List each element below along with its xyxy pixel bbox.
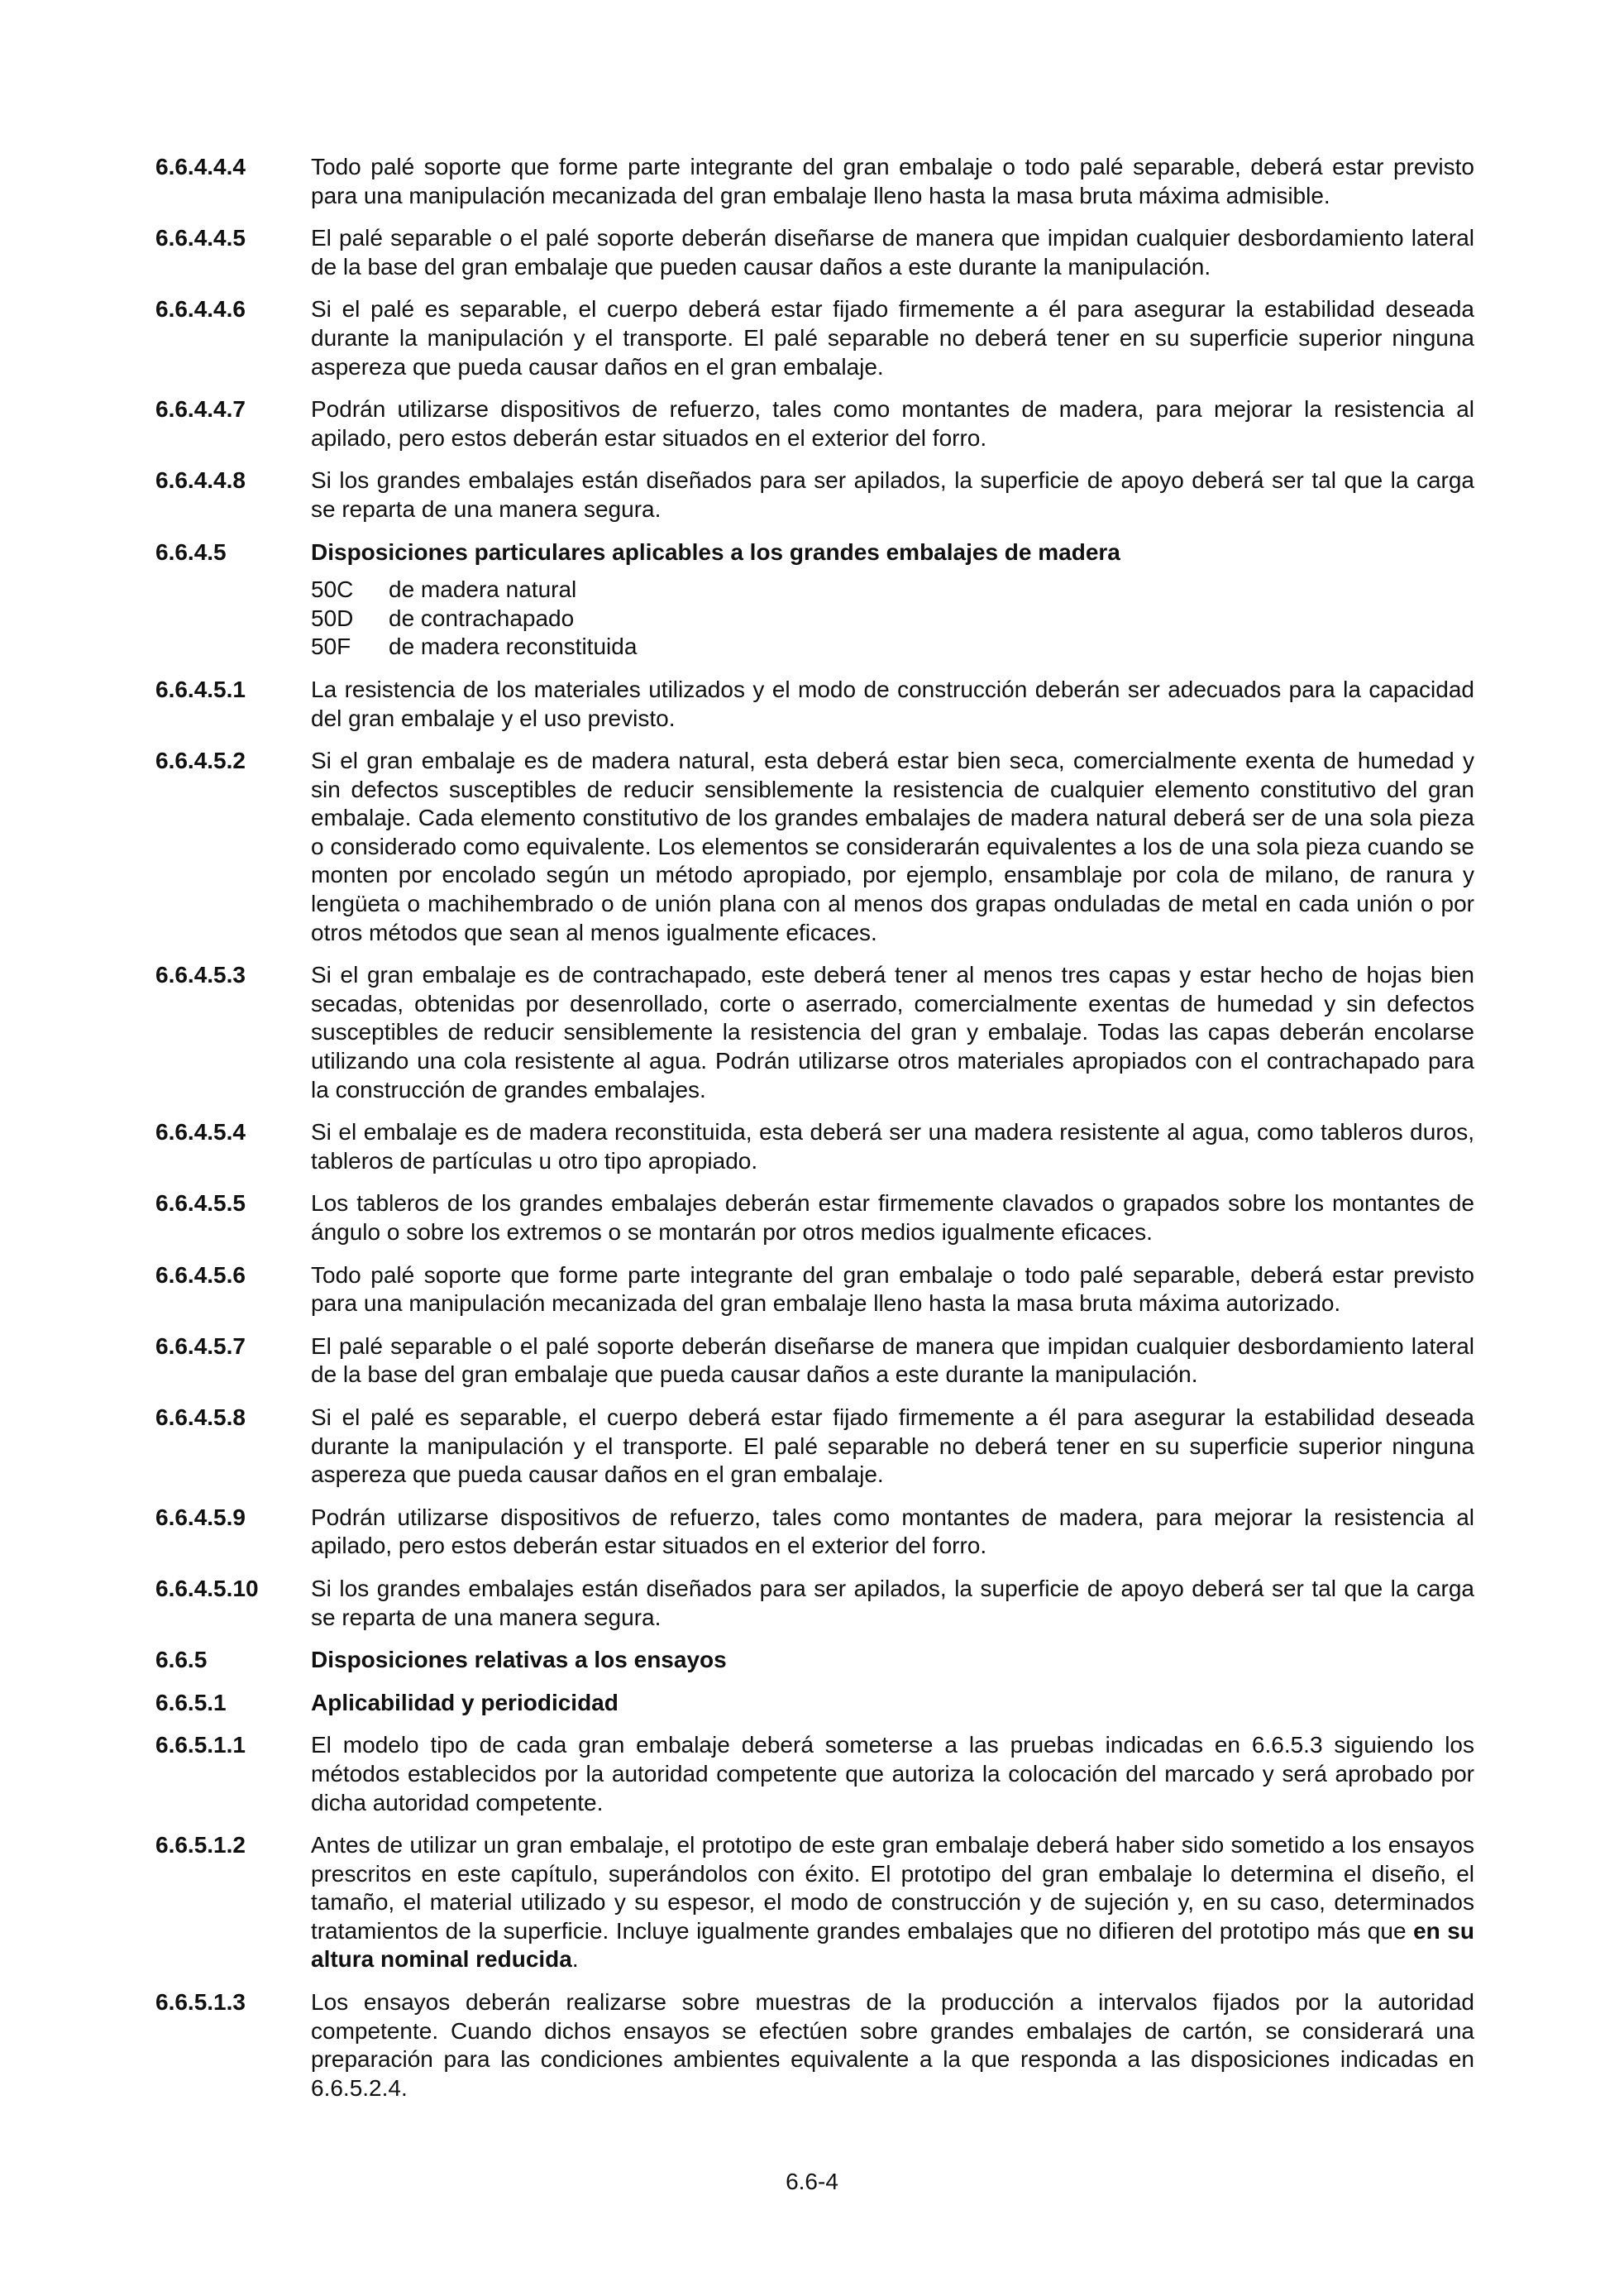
code-list-item: [311, 576, 1474, 605]
paragraph-6.6.5.1.1: [155, 1731, 1474, 1817]
code-description: de madera natural: [389, 576, 577, 603]
paragraph-number: 6.6.5.1.2: [155, 1832, 246, 1858]
paragraph-number: 6.6.4.4.8: [155, 467, 246, 494]
paragraph-text: Podrán utilizarse dispositivos de refuerzo, tales como montantes de madera, para mejorar la resistencia al apilado, pero estos deberán estar situados en el exterior del forro.: [311, 1504, 1474, 1559]
code-label: 50C: [311, 576, 354, 603]
paragraph-number: 6.6.4.4.7: [155, 396, 246, 423]
paragraph-number: 6.6.4.5.5: [155, 1190, 246, 1217]
paragraph-6.6.5.1.3: [155, 1988, 1474, 2102]
paragraph-text: El modelo tipo de cada gran embalaje deberá someterse a las pruebas indicadas en 6.6.5.3 siguiendo los métodos establecidos por la autoridad competente que autoriza la colocación del marcado y será aprobado por dicha autoridad competente.: [311, 1732, 1474, 1815]
paragraph-number: 6.6.4.5.3: [155, 962, 246, 988]
section-heading-6.6.5: [155, 1646, 1474, 1675]
paragraph-number: 6.6.5.1.1: [155, 1732, 246, 1758]
paragraph-6.6.4.5.7: [155, 1332, 1474, 1390]
paragraph-6.6.4.4.8: [155, 466, 1474, 524]
paragraph-text: Podrán utilizarse dispositivos de refuerzo, tales como montantes de madera, para mejorar la resistencia al apilado, pero estos deberán estar situados en el exterior del forro.: [311, 396, 1474, 451]
paragraph-number: 6.6.4.5.1: [155, 676, 246, 702]
paragraph-6.6.4.5.4: [155, 1118, 1474, 1175]
code-list-item: [311, 633, 1474, 662]
section-title: Disposiciones relativas a los ensayos: [311, 1647, 727, 1673]
paragraph-text-start: Antes de utilizar un gran embalaje, el prototipo de este gran embalaje deberá haber sido sometido a los ensayos prescritos en este capítulo, superándolos con éxito. El prototipo del gran embalaje lo determina el diseño, el tamaño, el material utilizado y su espesor, el modo de construcción y de sujeción y, en su caso, determinados tratamientos de la superficie. Incluye igualmente grandes embalajes que no difieren del prototipo más que: [311, 1832, 1474, 1944]
paragraph-number: 6.6.4.5.9: [155, 1504, 246, 1530]
page-number: 6.6-4: [786, 2169, 838, 2194]
paragraph-number: 6.6.4.5.4: [155, 1119, 246, 1146]
paragraph-text: Si los grandes embalajes están diseñados para ser apilados, la superficie de apoyo deberá ser tal que la carga se reparta de una manera segura.: [311, 1575, 1474, 1630]
paragraph-6.6.4.5.8: [155, 1404, 1474, 1490]
section-number: 6.6.5: [155, 1647, 208, 1673]
paragraph-number: 6.6.4.4.5: [155, 225, 246, 251]
paragraph-text: Si los grandes embalajes están diseñados para ser apilados, la superficie de apoyo deberá ser tal que la carga se reparta de una manera segura.: [311, 467, 1474, 522]
paragraph-6.6.4.5.3: [155, 961, 1474, 1104]
paragraph-number: 6.6.4.5.2: [155, 748, 246, 774]
section-heading-6.6.5.1: [155, 1689, 1474, 1718]
paragraph-text: Si el gran embalaje es de contrachapado, este deberá tener al menos tres capas y estar hecho de hojas bien secadas, obtenidas por desenrollado, corte o aserrado, comercialmente exentas de humedad y sin defectos susceptibles de reducir sensiblemente la resistencia del gran y embalaje. Todas las capas deberán encolarse utilizando una cola resistente al agua. Podrán utilizarse otros materiales apropiados con el contrachapado para la construcción de grandes embalajes.: [311, 962, 1474, 1103]
paragraph-text: Los ensayos deberán realizarse sobre muestras de la producción a intervalos fijados por la autoridad competente. Cuando dichos ensayos se efectúen sobre grandes embalajes de cartón, se considerará una preparación para las condiciones ambientes equivalente a la que responda a las disposiciones indicadas en 6.6.5.2.4.: [311, 1989, 1474, 2101]
code-description: de madera reconstituida: [389, 634, 638, 660]
paragraph-text: El palé separable o el palé soporte deberán diseñarse de manera que impidan cualquier desbordamiento lateral de la base del gran embalaje que pueden causar daños a este durante la manipulación.: [311, 225, 1474, 280]
paragraph-text: El palé separable o el palé soporte deberán diseñarse de manera que impidan cualquier desbordamiento lateral de la base del gran embalaje que pueda causar daños a este durante la manipulación.: [311, 1332, 1474, 1388]
paragraph-text: [311, 1831, 1474, 1974]
section-title: Disposiciones particulares aplicables a los grandes embalajes de madera: [311, 538, 1120, 565]
paragraph-6.6.5.1.2: [155, 1831, 1474, 1974]
paragraph-6.6.4.4.7: [155, 395, 1474, 452]
paragraph-text-end: .: [571, 1946, 579, 1973]
paragraph-text: Si el gran embalaje es de madera natural, esta deberá estar bien seca, comercialmente exenta de humedad y sin defectos susceptibles de reducir sensiblemente la resistencia de cualquier elemento constitutivo del gran embalaje. Cada elemento constitutivo de los grandes embalajes de madera natural deberá ser de una sola pieza o considerado como equivalente. Los elementos se considerarán equivalentes a los de una sola pieza cuando se monten por encolado según un método apropiado, por ejemplo, ensamblaje por cola de milano, de ranura y lengüeta o machihembrado o de unión plana con al menos dos grapas onduladas de metal en cada unión o por otros métodos que sean al menos igualmente eficaces.: [311, 748, 1474, 945]
packaging-code-list: [311, 576, 1474, 662]
code-label: 50D: [311, 605, 354, 631]
code-list-item: [311, 605, 1474, 634]
paragraph-number: 6.6.4.5.7: [155, 1332, 246, 1359]
paragraph-number: 6.6.4.4.6: [155, 296, 246, 323]
paragraph-text: La resistencia de los materiales utilizados y el modo de construcción deberán ser adecuados para la capacidad del gran embalaje y el uso previsto.: [311, 676, 1474, 731]
paragraph-6.6.4.4.5: [155, 224, 1474, 281]
paragraph-6.6.4.5.1: [155, 676, 1474, 733]
paragraph-text: Los tableros de los grandes embalajes deberán estar firmemente clavados o grapados sobre los montantes de ángulo o sobre los extremos o se montarán por otros medios igualmente eficaces.: [311, 1190, 1474, 1245]
bold-emphasis: en su altura nominal reducida: [311, 1917, 1474, 1973]
paragraph-number: 6.6.4.5.8: [155, 1404, 246, 1430]
section-number: 6.6.5.1: [155, 1689, 227, 1715]
code-label: 50F: [311, 634, 351, 660]
paragraph-6.6.4.5.6: [155, 1261, 1474, 1318]
paragraph-number: 6.6.4.5.10: [155, 1575, 259, 1601]
paragraph-number: 6.6.5.1.3: [155, 1989, 246, 2016]
section-heading-6.6.4.5: [155, 538, 1474, 567]
paragraph-6.6.4.5.10: [155, 1575, 1474, 1632]
paragraph-text: Todo palé soporte que forme parte integrante del gran embalaje o todo palé separable, deberá estar previsto para una manipulación mecanizada del gran embalaje lleno hasta la masa bruta máxima admisible.: [311, 154, 1474, 208]
paragraph-text: Todo palé soporte que forme parte integrante del gran embalaje o todo palé separable, deberá estar previsto para una manipulación mecanizada del gran embalaje lleno hasta la masa bruta máxima autorizado.: [311, 1261, 1474, 1317]
section-title: Aplicabilidad y periodicidad: [311, 1689, 619, 1715]
paragraph-number: 6.6.4.4.4: [155, 154, 246, 179]
document-body: [155, 153, 1474, 2117]
paragraph-6.6.4.5.9: [155, 1504, 1474, 1561]
paragraph-text: Si el embalaje es de madera reconstituida, esta deberá ser una madera resistente al agua, como tableros duros, tableros de partículas u otro tipo apropiado.: [311, 1119, 1474, 1174]
code-description: de contrachapado: [389, 605, 575, 631]
paragraph-text: Si el palé es separable, el cuerpo deberá estar fijado firmemente a él para asegurar la estabilidad deseada durante la manipulación y el transporte. El palé separable no deberá tener en su superficie superior ninguna aspereza que pueda causar daños en el gran embalaje.: [311, 1404, 1474, 1488]
section-number: 6.6.4.5: [155, 538, 227, 565]
paragraph-6.6.4.4.4: [155, 153, 1474, 210]
paragraph-6.6.4.5.5: [155, 1189, 1474, 1246]
paragraph-6.6.4.4.6: [155, 295, 1474, 381]
paragraph-number: 6.6.4.5.6: [155, 1261, 246, 1288]
paragraph-6.6.4.5.2: [155, 747, 1474, 947]
paragraph-text: Si el palé es separable, el cuerpo deberá estar fijado firmemente a él para asegurar la estabilidad deseada durante la manipulación y el transporte. El palé separable no deberá tener en su superficie superior ninguna aspereza que pueda causar daños en el gran embalaje.: [311, 296, 1474, 380]
